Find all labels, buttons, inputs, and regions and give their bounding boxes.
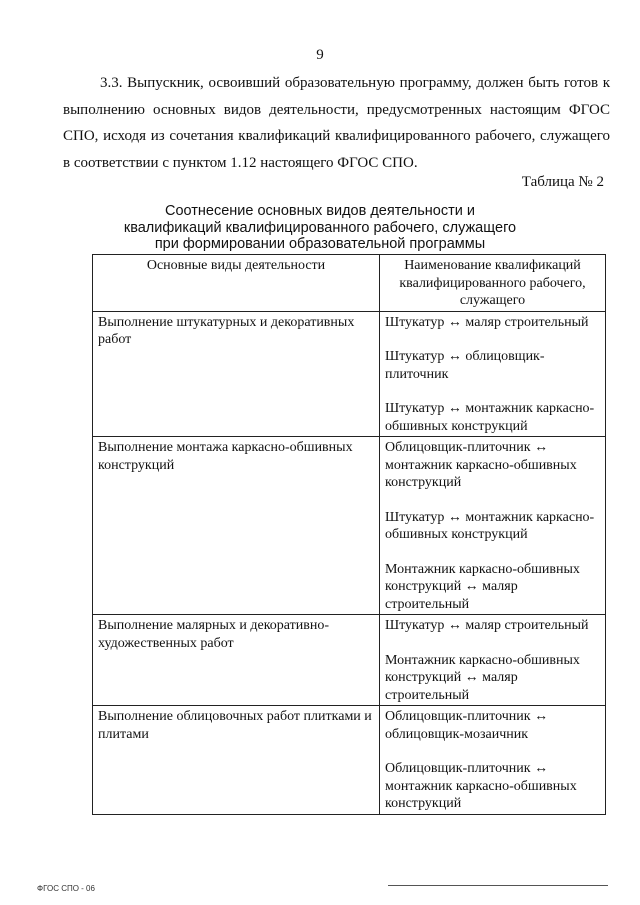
qualification-table [92,254,606,815]
qualifications-cell [380,615,606,706]
qualification-item: Штукатур ↔ маляр строительный [385,618,589,633]
qualification-item: Штукатур ↔ маляр строительный [385,314,589,330]
paragraph-3-3: 3.3. Выпускник, освоивший образовательную программу, должен быть готов к выполнению основных видов деятельности, предусмотренных настоящим ФГОС СПО, исходя из сочетания квалификаций квалифицированного рабочего, служащего в соответствии с пунктом 1.12 настоящего ФГОС СПО. [63,75,610,171]
footer-code: ФГОС СПО - 06 [37,884,95,893]
activity-cell: Выполнение облицовочных работ плитками и плитами [93,706,380,815]
qualifications-cell [380,706,606,815]
qualifications-cell [380,437,606,615]
bottom-rule [388,885,608,886]
qualification-item: Облицовщик-плиточник ↔ облицовщик-мозаичник [385,709,549,742]
activity-cell: Выполнение малярных и декоративно-художественных работ [93,615,380,706]
table-row [93,706,606,815]
qualification-item: Монтажник каркасно-обшивных конструкций ↔ маляр строительный [385,561,580,612]
table-header-row [93,255,606,312]
header-activities: Основные виды деятельности [93,255,380,312]
qualification-item: Штукатур ↔ облицовщик-плиточник [385,349,545,382]
qualification-item: Монтажник каркасно-обшивных конструкций ↔ маляр строительный [385,652,580,703]
qualification-item: Штукатур ↔ монтажник каркасно-обшивных конструкций [385,509,595,542]
activity-cell: Выполнение штукатурных и декоративных работ [93,311,380,437]
table-caption: Соотнесение основных видов деятельности и квалификаций квалифицированного рабочего, служащего при формировании образовательной программы [123,203,517,252]
page-number: 9 [316,47,324,63]
table-row [93,615,606,706]
table-row [93,437,606,615]
qualification-item: Облицовщик-плиточник ↔ монтажник каркасно-обшивных конструкций [385,440,577,490]
qualification-item: Штукатур ↔ монтажник каркасно-обшивных конструкций [385,401,595,434]
activity-cell: Выполнение монтажа каркасно-обшивных конструкций [93,437,380,615]
table-label: Таблица № 2 [521,174,604,190]
qualification-item: Облицовщик-плиточник ↔ монтажник каркасно-обшивных конструкций [385,761,577,811]
qualifications-cell [380,311,606,437]
header-qualifications: Наименование квалификаций квалифицированного рабочего, служащего [380,255,606,312]
table-row [93,311,606,437]
